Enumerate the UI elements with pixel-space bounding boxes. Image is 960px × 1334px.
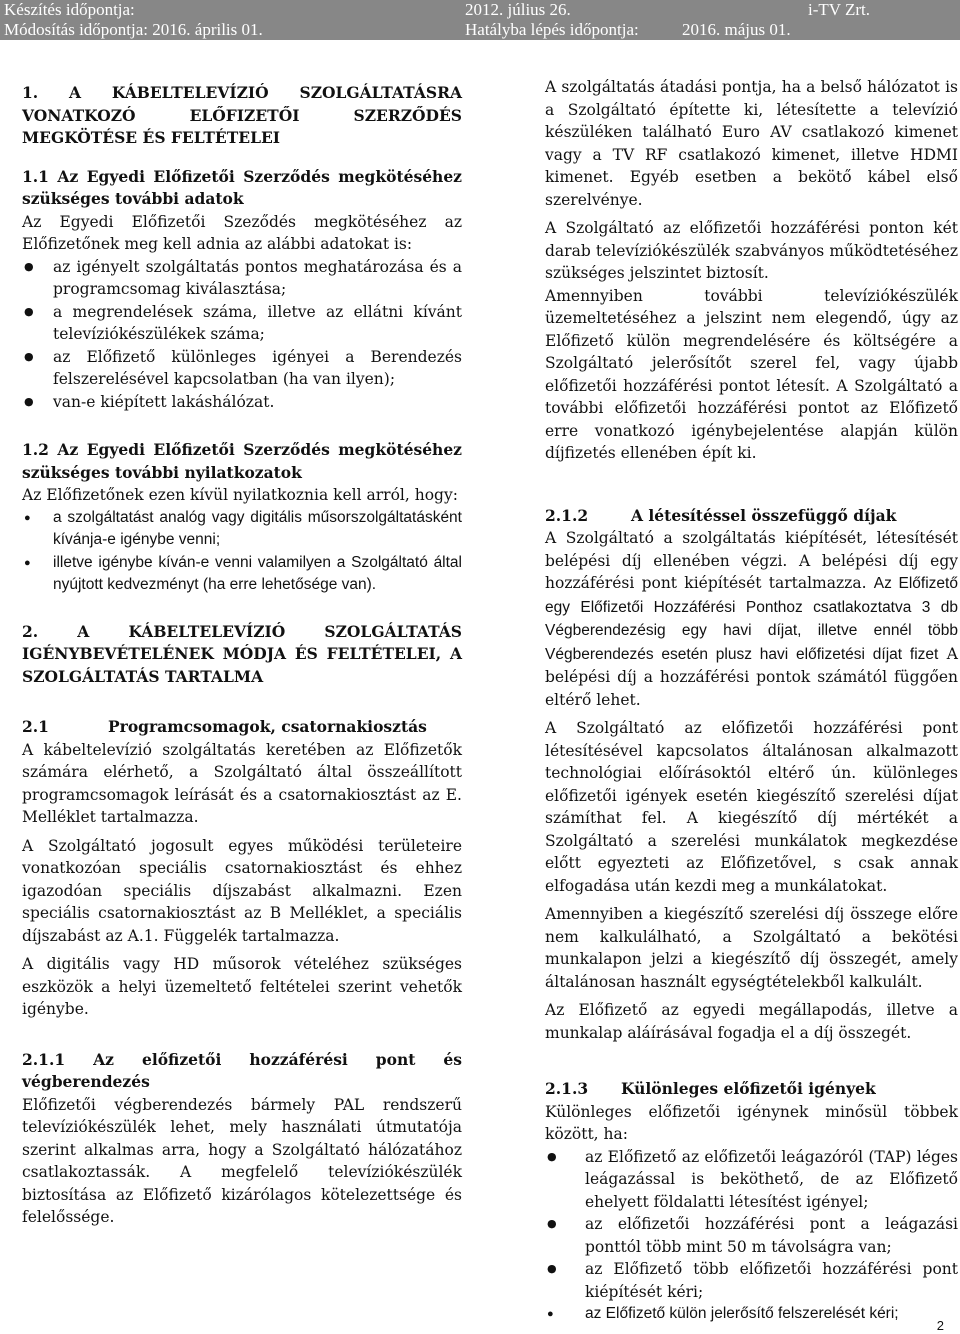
- fees-paragraph: Az Előfizető az egyedi megállapodás, illetve a munkalap aláírásával fogadja el a díj összegét.: [545, 1001, 958, 1042]
- fees-text-a: A Szolgáltató a szolgáltatás kiépítését, létesítését belépési díj ellenében végzi. A belépési díj egy hozzáférési pont kiépítését tartalmazza.: [545, 529, 958, 592]
- section-1-1-intro: Az Egyedi Előfizetői Szeződés megkötéséhez az Előfizetőnek meg kell adnia az alábbi adatokat is:: [22, 212, 462, 253]
- section-1-2-intro: Az Előfizetőnek ezen kívül nyilatkoznia kell arról, hogy:: [22, 486, 458, 504]
- fees-paragraph: [545, 527, 958, 711]
- list-item: ● illetve igénybe kíván-e venni valamilyen a Szolgáltató által nyújtott kedvezményt (ha erre lehetősége van).: [22, 552, 462, 597]
- modified-label: Módosítás időpontja: 2016. április 01.: [4, 20, 263, 39]
- list-item: ● az Előfizető külön jelerősítő felszerelését kéri;: [545, 1303, 958, 1326]
- effective-label: Hatályba lépés időpontja:: [465, 20, 639, 39]
- list-item: ● a szolgáltatást analóg vagy digitális műsorszolgáltatásként kívánja-e igénybe venni;: [22, 507, 462, 552]
- fees-text-b: Az Előfizető egy Előfizetői Hozzáférési Ponthoz csatlakoztatva 3 db Végberendezésig egy havi díjat, illetve ennél több Végberendezés esetén plusz havi előfizetési díjat fizet: [545, 575, 958, 663]
- section-2-1-title: [22, 716, 462, 739]
- created-date: 2012. július 26.: [465, 0, 571, 19]
- list-item: ● a megrendelések száma, illetve az ellátni kívánt televíziókészülékek száma;: [22, 301, 462, 346]
- effective-date: 2016. május 01.: [682, 20, 791, 39]
- left-column: [22, 76, 462, 1229]
- special-requests-list: [545, 1146, 958, 1326]
- list-item: ● az Előfizető az előfizetői leágazóról (TAP) léges leágazással is beköthető, de az Előfizető ehelyett földalatti létesítést igényel;: [545, 1146, 958, 1214]
- company-name: i-TV Zrt.: [808, 0, 871, 19]
- section-2-1-2-title: [545, 505, 958, 528]
- list-item: ● az Előfizető több előfizetői hozzáférési pont kiépítését kéri;: [545, 1258, 958, 1303]
- section-2-1-heading: Programcsomagok, csatornakiosztás: [108, 717, 427, 736]
- section-2-1-2-number: 2.1.2: [545, 505, 589, 525]
- section-2-title: 2. A KÁBELTELEVÍZIÓ SZOLGÁLTATÁS IGÉNYBEVÉTELÉNEK MÓDJA ÉS FELTÉTELEI, A SZOLGÁLTATÁS TARTALMA: [22, 621, 462, 686]
- fees-text-c: A belépési díj a hozzáférési pontok számától függően eltérő lehet.: [545, 644, 958, 709]
- page-number: 2: [936, 1318, 944, 1333]
- fees-paragraph: A Szolgáltató az előfizetői hozzáférési pont létesítésével kapcsolatos általánosan alkalmazott technológiai előírásoktól eltérő ún. különleges előfizetői igények esetén kiegészítő szerelési díjat számíthat fel. A kiegészítő díj mértékét a Szolgáltató a szerelési munkálatok megkezdése előtt egyezteti az Előfizetővel, s csak annak elfogadása után kezdi meg a munkálatokat.: [545, 719, 958, 895]
- special-requests-intro: Különleges előfizetői igénynek minősül többek között, ha:: [545, 1102, 958, 1143]
- handover-point-paragraph: A szolgáltatás átadási pontja, ha a belső hálózatot is a Szolgáltató építette ki, létesítette a televízió készüléken található Euro AV csatlakozó kimenet vagy a TV RF csatlakozó kimenet, illetve HDMI kimenet. Egyéb esetben a bekötő kábel első szerelvénye.: [545, 78, 958, 209]
- section-1-2-list: [22, 507, 462, 597]
- section-2-1-paragraph: A kábeltelevízió szolgáltatás keretében az Előfizetők számára elérhető, a Szolgáltató által összeállított programcsomagok leírását és a csatornakiosztást az E. Melléklet tartalmazza.: [22, 740, 462, 826]
- section-1-2-title: 1.2 Az Egyedi Előfizetői Szerződés megkötéséhez szükséges további nyilatkozatok: [22, 440, 462, 482]
- section-1-1-list: [22, 256, 462, 414]
- section-2-1-number: 2.1: [22, 717, 49, 736]
- section-2-1-3-number: 2.1.3: [545, 1079, 589, 1098]
- section-2-1-paragraph: A Szolgáltató jogosult egyes működési területeire vonatkozóan speciális csatornakiosztást és ehhez igazodóan speciális díjszabást alkalmazni. Ezen speciális csatornakiosztást az B Melléklet, a speciális díjszabást az A.1. Függelék tartalmazza.: [22, 836, 462, 945]
- document-header: [0, 0, 960, 40]
- section-2-1-2-heading: A létesítéssel összefüggő díjak: [631, 505, 897, 525]
- section-1-1-title: 1.1 Az Egyedi Előfizetői Szerződés megkötéséhez szükséges további adatok: [22, 166, 462, 208]
- extra-device-paragraph: Amennyiben további televíziókészülék üzemeltetéséhez a jelszint nem elegendő, úgy az Előfizető külön megrendelésére és költségére a Szolgáltató jelerősítőt szerel fel, vagy újabb előfizetői hozzáférési pontot létesít. A Szolgáltató a további előfizetői hozzáférési pontot az Előfizető erre vonatkozó igénybejelentése alapján külön díjfizetés ellenében épít ki.: [545, 286, 958, 462]
- list-item: ● az igényelt szolgáltatás pontos meghatározása és a programcsomag kiválasztása;: [22, 256, 462, 301]
- section-2-1-1-paragraph: Előfizetői végberendezés bármely PAL rendszerű televíziókészülék lehet, mely használati útmutatója szerint alkalmas arra, hogy a Szolgáltató hálózatához csatlakoztassák. A megfelelő televíziókészülék biztosítása az Előfizető kizárólagos kötelezettsége és felelőssége.: [22, 1095, 462, 1226]
- list-item: ● az Előfizető különleges igényei a Berendezés felszerelésével kapcsolatban (ha van ilyen);: [22, 346, 462, 391]
- section-1-title: 1. A KÁBELTELEVÍZIÓ SZOLGÁLTATÁSRA VONATKOZÓ ELŐFIZETŐI SZERZŐDÉS MEGKÖTÉSE ÉS FELTÉTELEI: [22, 83, 462, 147]
- section-2-1-paragraph: A digitális vagy HD műsorok vételéhez szükséges eszközök a helyi üzemeltető feltételei szerint vehetők igénybe.: [22, 955, 462, 1018]
- signal-level-paragraph: A Szolgáltató az előfizetői hozzáférési ponton két darab televíziókészülék szabványos működtetéséhez szükséges jelszintet biztosít.: [545, 219, 958, 282]
- section-2-1-3-heading: Különleges előfizetői igények: [621, 1079, 876, 1098]
- created-label: Készítés időpontja:: [4, 0, 135, 19]
- list-item: ● van-e kiépített lakáshálózat.: [22, 391, 462, 414]
- fees-paragraph: Amennyiben a kiegészítő szerelési díj összege előre nem kalkulálható, a Szolgáltató a bekötési munkalapon jelzi a kiegészítő díj összegét, amely általánosan használt egységtételekből kalkulált.: [545, 905, 958, 991]
- right-column: [545, 76, 958, 1326]
- section-2-1-1-title: 2.1.1 Az előfizetői hozzáférési pont és végberendezés: [22, 1049, 462, 1091]
- section-2-1-3-title: [545, 1078, 958, 1101]
- list-item: ● az előfizetői hozzáférési pont a leágazási ponttól több mint 50 m távolságra van;: [545, 1213, 958, 1258]
